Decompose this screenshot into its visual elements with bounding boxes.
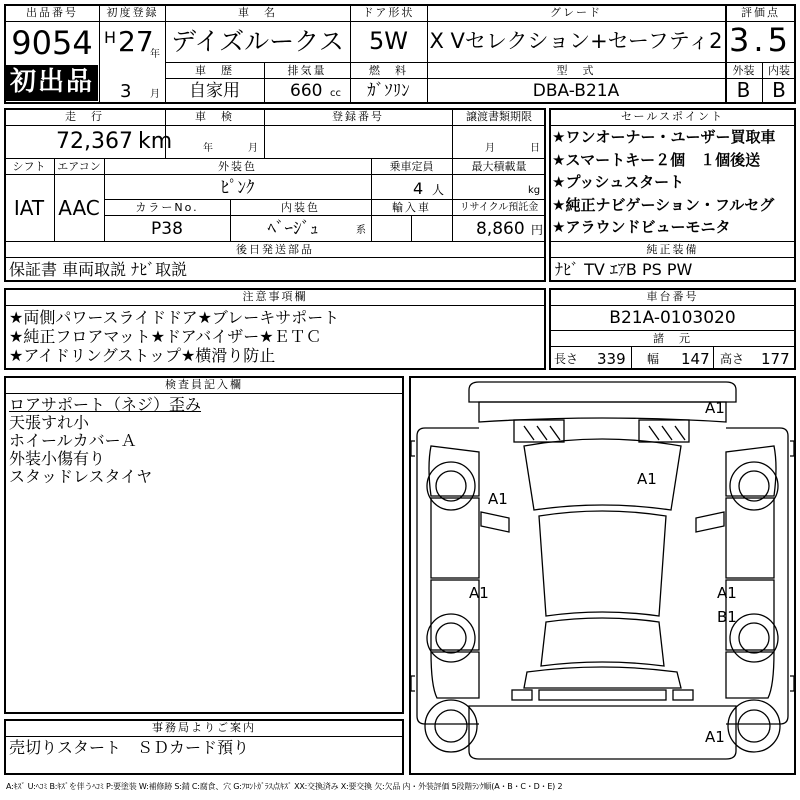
reg-year-unit: 年 (150, 49, 160, 60)
right-front-wheel (730, 462, 778, 510)
mileage: 72,367 (56, 129, 133, 154)
damage-mark: A1 (705, 728, 725, 746)
lot-number: 9054 (11, 24, 93, 62)
tailgate (524, 667, 681, 688)
rear-bumper (539, 690, 666, 700)
inspector-note: ホイールカバーＡ (9, 431, 137, 450)
sales-point: ★純正ナビゲーション・フルセグ (552, 196, 775, 214)
chassis-label: 車台番号 (646, 290, 699, 303)
legend: A:ｷｽﾞ U:ﾍｺﾐ B:ｷｽﾞを伴うﾍｺﾐ P:要塗装 W:補修跡 S:錆 C:腐食、穴 G:ﾌﾛﾝﾄｶﾞﾗｽ点ｷｽﾞ XX:交換済み X:要交換 欠:欠品 内・外装評価 5段階ﾗﾝｸ順(A・B・C・D・E) 2 (6, 782, 563, 791)
lot-number-label: 出品番号 (26, 6, 78, 19)
reg-month: 3 (120, 81, 132, 102)
left-rear-wheel (427, 614, 475, 662)
grade: X Vセレクション+セーフティ2 (429, 29, 723, 53)
chassis-number: B21A-0103020 (609, 308, 736, 328)
recycle-unit: 円 (531, 223, 544, 237)
int-grade-label: 内装 (768, 64, 790, 77)
int-color-label: 内装色 (281, 201, 320, 214)
capacity-unit: 人 (432, 183, 445, 197)
damage-mark: A1 (488, 490, 508, 508)
int-grade: B (772, 78, 786, 102)
equipment-label: 純正装備 (646, 243, 699, 256)
ext-color-label: 外装色 (218, 160, 257, 173)
inspection-month-unit: 月 (248, 143, 258, 154)
ext-grade: B (736, 78, 751, 102)
door-type: 5W (369, 27, 408, 55)
note-item: ★両側パワースライドドア★ブレーキサポート (9, 308, 340, 327)
plate-label: 登録番号 (332, 110, 384, 123)
first-listing-text: 初出品 (9, 67, 94, 97)
capacity: 4 (413, 179, 424, 198)
history: 自家用 (189, 81, 240, 101)
office-notice: 売切りスタート ＳＤカード預り (9, 738, 250, 757)
damage-mark: A1 (469, 584, 489, 602)
right-rear-wheel (730, 614, 778, 662)
dimensions-label: 諸 元 (653, 332, 692, 345)
shift-label: シフト (12, 160, 46, 173)
score-label: 評価点 (741, 6, 780, 19)
rear-glass (541, 618, 664, 666)
ac-label: エアコン (57, 160, 101, 173)
office-label: 事務局よりご案内 (152, 721, 256, 734)
left-front-wheel (427, 462, 475, 510)
era: H (104, 28, 117, 47)
grille (514, 420, 564, 442)
car-name-label: 車 名 (238, 6, 277, 19)
notes-label: 注意事項欄 (242, 290, 308, 303)
sales-point: ★ワンオーナー・ユーザー買取車 (552, 128, 776, 146)
load-unit: kg (528, 185, 541, 196)
mileage-label: 走 行 (65, 110, 104, 123)
front-bumper (469, 382, 736, 402)
score: 3.5 (729, 21, 792, 59)
delivery-parts-label: 後日発送部品 (236, 243, 314, 256)
right-body (726, 428, 788, 724)
inspector-note: 外装小傷有り (9, 449, 106, 468)
shift: IAT (13, 196, 45, 220)
recycle-deposit: 8,860 (476, 219, 525, 239)
mileage-unit: km (138, 129, 173, 154)
windshield (524, 439, 681, 510)
import-label: 輸入車 (392, 201, 431, 214)
height: 177 (761, 350, 790, 368)
fuel-label: 燃 料 (369, 64, 408, 77)
int-color-unit: 系 (356, 225, 366, 236)
car-name: デイズルークス (171, 27, 344, 56)
model-code: DBA-B21A (532, 81, 620, 101)
ext-color: ﾋﾟﾝｸ (220, 178, 255, 198)
sales-point: ★アラウンドビューモニタ (552, 218, 731, 236)
color-no-label: カラーNo. (135, 201, 199, 214)
model-label: 型 式 (556, 64, 596, 77)
inspector-note: スタッドレスタイヤ (9, 467, 153, 486)
reg-year: 27 (118, 25, 154, 58)
height-label: 高さ (720, 352, 745, 366)
ac: AAC (58, 196, 100, 220)
rear-step (469, 706, 736, 759)
roof (539, 511, 666, 616)
fuel: ｶﾞｿﾘﾝ (367, 81, 410, 101)
length: 339 (597, 350, 626, 368)
load-label: 最大積載量 (471, 160, 527, 173)
history-label: 車 歴 (195, 64, 234, 77)
displacement: 660 (290, 81, 323, 101)
transfer-day-unit: 日 (530, 143, 540, 154)
cc-label: 排気量 (287, 64, 327, 77)
sales-point: ★スマートキー２個 １個後送 (552, 151, 761, 169)
color-no: P38 (151, 219, 183, 239)
door-type-label: ドア形状 (362, 6, 415, 19)
delivery-parts: 保証書 車両取説 ﾅﾋﾞ取説 (9, 260, 188, 279)
length-label: 長さ (554, 352, 579, 366)
sales-point: ★プッシュスタート (552, 173, 685, 191)
note-item: ★アイドリングストップ★横滑り防止 (9, 346, 276, 365)
damage-mark: A1 (637, 470, 657, 488)
inspection-label: 車 検 (195, 110, 234, 123)
transfer-doc-label: 譲渡書類期限 (466, 110, 532, 123)
first-reg-label: 初度登録 (106, 6, 159, 19)
note-item: ★純正フロアマット★ドアバイザー★ＥＴＣ (9, 327, 322, 346)
width-label: 幅 (647, 352, 660, 366)
damage-mark: A1 (717, 584, 737, 602)
transfer-month-unit: 月 (485, 143, 495, 154)
damage-mark: A1 (705, 399, 725, 417)
reg-month-unit: 月 (150, 89, 160, 100)
int-color: ﾍﾞｰｼﾞｭ (267, 219, 319, 239)
grade-label: グレード (550, 6, 602, 19)
width: 147 (681, 350, 710, 368)
inspector-note: ロアサポート（ネジ）歪み (9, 395, 202, 414)
displacement-unit: cc (330, 88, 341, 99)
capacity-label: 乗車定員 (389, 160, 434, 173)
sales-points-label: セールスポイント (620, 110, 724, 123)
equipment: ﾅﾋﾞ TV ｴｱB PS PW (555, 260, 693, 279)
ext-grade-label: 外装 (732, 64, 755, 77)
recycle-label: リサイクル預託金 (459, 202, 539, 213)
inspector-note: 天張すれ小 (9, 413, 90, 432)
car-diagram (409, 376, 796, 775)
inspector-label: 検査員記入欄 (165, 378, 243, 391)
damage-mark: B1 (717, 608, 737, 626)
left-body (417, 428, 479, 724)
inspection-year-unit: 年 (203, 143, 213, 154)
hood (479, 399, 726, 422)
